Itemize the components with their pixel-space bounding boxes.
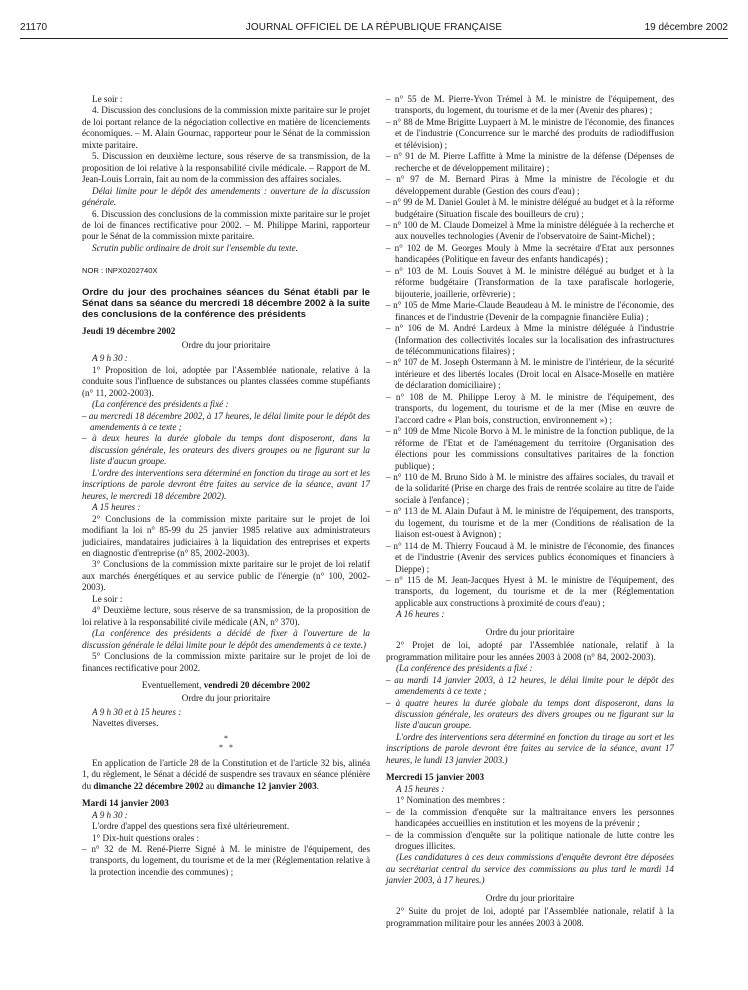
paragraph: (La conférence des présidents a fixé : xyxy=(92,399,229,410)
paragraph: – à quatre heures la durée globale du temps dont disposeront, dans la discussion générale, les orateurs des divers groupes ou ne figurant sur la liste d'aucun groupe. xyxy=(386,697,674,731)
paragraph: (La conférence des présidents a fixé : xyxy=(396,663,533,674)
vendredi-heading xyxy=(82,680,370,691)
paragraph: – au mardi 14 janvier 2003, à 12 heures, le délai limite pour le dépôt des amendements à ce texte ; xyxy=(386,674,674,697)
paragraph: – de la commission d'enquête sur la politique nationale de lutte contre les drogues illicites. xyxy=(386,829,674,851)
paragraph: A 15 heures : xyxy=(92,502,141,513)
paragraph: A 16 heures : xyxy=(396,609,445,620)
jeudi-heading: Jeudi 19 décembre 2002 xyxy=(82,326,176,337)
vendredi-subheading: Ordre du jour prioritaire xyxy=(181,693,271,704)
paragraph: L'ordre des interventions sera déterminé en fonction du tirage au sort et les inscriptions de parole devront être faites au service de la séance, avant 17 heures, le lundi 13 janvier 2003.) xyxy=(386,731,674,765)
paragraph: 2° Conclusions de la commission mixte paritaire sur le projet de loi modifiant la loi n° 85-99 du 25 janvier 1985 relative aux administrateurs judiciaires, mandataires judiciaires à la liquidation des entreprises et experts en diagnostic d'entreprise (n° 85, 2002-2003). xyxy=(82,513,370,559)
paragraph: L'ordre d'appel des questions sera fixé ultérieurement. xyxy=(92,821,290,832)
separator-stars xyxy=(82,734,370,752)
paragraph: A 15 heures : xyxy=(396,783,445,794)
vendredi-prefix: Eventuellement, xyxy=(141,680,204,690)
suspension-notice xyxy=(82,758,370,792)
agenda-title: Ordre du jour des prochaines séances du Sénat établi par le Sénat dans sa séance du mercredi 18 décembre 2002 à la suite des conclusions de la conférence des présidents xyxy=(82,286,370,321)
paragraph: – n° 32 de M. René-Pierre Signé à M. le ministre de l'équipement, des transports, du logement, du tourisme et de la mer (Réglementation relative à la protection incendie des communes) ; xyxy=(82,843,370,877)
vendredi-date: vendredi 20 décembre 2002 xyxy=(203,680,311,690)
paragraph: Le soir : xyxy=(92,593,123,604)
suspension-mid: au xyxy=(203,780,217,791)
paragraph: A 9 h 30 et à 15 heures : xyxy=(92,706,182,717)
mercredi-heading: Mercredi 15 janvier 2003 xyxy=(386,772,485,783)
suspension-from: dimanche 22 décembre 2002 xyxy=(93,780,204,791)
intro-section xyxy=(82,94,370,254)
paragraph: – n° 99 de M. Daniel Goulet à M. le ministre délégué au budget et à la réforme budgétaire (Situation fiscale des bouilleurs de cru) ; xyxy=(386,197,674,219)
paragraph: 1° Nomination des membres : xyxy=(396,795,506,806)
journal-title: JOURNAL OFFICIEL DE LA RÉPUBLIQUE FRANÇAISE xyxy=(245,22,503,33)
paragraph: 1° Dix-huit questions orales : xyxy=(92,832,200,843)
page-number: 21170 xyxy=(20,22,48,33)
issue-date: 19 décembre 2002 xyxy=(644,22,728,33)
paragraph: – n° 88 de Mme Brigitte Luypaert à M. le ministre de l'économie, des finances et de l'industrie (Concurrence sur le marché des produits de radiodiffusion et télévision) ; xyxy=(386,116,674,150)
paragraph: – n° 97 de M. Bernard Piras à Mme la ministre de l'écologie et du développement durable (Gestion des cours d'eau) ; xyxy=(386,174,674,196)
paragraph: – n° 102 de M. Georges Mouly à Mme la secrétaire d'Etat aux personnes handicapées (Politique en faveur des enfants handicapés) ; xyxy=(386,242,674,265)
paragraph: 3° Conclusions de la commission mixte paritaire sur le projet de loi relatif aux marchés énergétiques et au service public de l'énergie (n° 100, 2002-2003). xyxy=(82,559,370,593)
paragraph: – n° 110 de M. Bruno Sido à M. le ministre des affaires sociales, du travail et de la solidarité (Prise en charge des frais de rentrée scolaire au titre de l'aide sociale à l'enfance) ; xyxy=(386,471,674,505)
paragraph: A 9 h 30 : xyxy=(92,353,128,364)
paragraph: – n° 55 de M. Pierre-Yvon Trémel à M. le ministre de l'équipement, des transports, du logement, du tourisme et de la mer (Avenir des phares) ; xyxy=(386,94,674,116)
prioritaire-subheading-2: Ordre du jour prioritaire xyxy=(485,892,575,903)
suspension-to: dimanche 12 janvier 2003 xyxy=(216,780,317,791)
suspension-end: . xyxy=(316,780,319,791)
paragraph: A 9 h 30 : xyxy=(92,809,128,820)
paragraph: – n° 107 de M. Joseph Ostermann à M. le ministre de l'intérieur, de la sécurité intérieure et des libertés locales (Droit local en Alsace-Moselle en matière de déclaration domiciliaire) ; xyxy=(386,357,674,391)
paragraph: 4° Deuxième lecture, sous réserve de sa transmission, de la proposition de loi relative à la responsabilité civile médicale (AN, n° 370). xyxy=(82,605,370,627)
paragraph: – au mercredi 18 décembre 2002, à 17 heures, le délai limite pour le dépôt des amendements à ce texte ; xyxy=(82,410,370,433)
left-column xyxy=(82,94,370,878)
paragraph: – n° 109 de Mme Nicole Borvo à M. le ministre de la fonction publique, de la réforme de l'Etat et de l'aménagement du territoire (Organisation des élections pour les commissions consultatives paritaires de la fonction publique) ; xyxy=(386,426,674,471)
paragraph: 2° Suite du projet de loi, adopté par l'Assemblée nationale, relatif à la programmation militaire pour les années 2003 à 2008. xyxy=(386,906,674,928)
jeudi-section xyxy=(82,353,370,674)
paragraph: – n° 115 de M. Jean-Jacques Hyest à M. le ministre de l'équipement, des transports, du logement, du tourisme et de la mer (Réglementation applicable aux constructions à proximité de cours d'eau) ; xyxy=(386,575,674,608)
paragraph: – n° 113 de M. Alain Dufaut à M. le ministre de l'équipement, des transports, du logement, du tourisme et de la mer (Conditions de réalisation de la liaison est-ouest à Avignon) ; xyxy=(386,506,674,540)
prioritaire-subheading-1: Ordre du jour prioritaire xyxy=(485,626,575,637)
paragraph: – n° 108 de M. Philippe Leroy à M. le ministre de l'équipement, des transports, du logement, du tourisme et de la mer (Mise en œuvre de l'accord cadre « Plan bois, construction, environnement ») ; xyxy=(386,391,674,425)
paragraph: 2° Projet de loi, adopté par l'Assemblée nationale, relatif à la programmation militaire pour les années 2003 à 2008 (n° 84, 2002-2003). xyxy=(386,640,674,662)
jeudi-subheading: Ordre du jour prioritaire xyxy=(181,339,271,350)
mardi-section xyxy=(82,810,370,879)
questions-section xyxy=(386,94,674,621)
paragraph: 1° Proposition de loi, adoptée par l'Assemblée nationale, relative à la conduite sous l'influence de substances ou plantes classées comme stupéfiants (n° 11, 2002-2003). xyxy=(82,364,370,398)
mardi-heading: Mardi 14 janvier 2003 xyxy=(82,798,169,809)
paragraph: L'ordre des interventions sera déterminé en fonction du tirage au sort et les inscriptions de parole devront être faites au service de la séance, avant 17 heures, le mercredi 18 décembre 2002). xyxy=(82,467,370,501)
paragraph: – à deux heures la durée globale du temps dont disposeront, dans la discussion générale, les orateurs des divers groupes ou ne figurant sur la liste d'aucun groupe. xyxy=(82,433,370,467)
page-header xyxy=(20,22,728,36)
paragraph: (La conférence des présidents a décidé de fixer à l'ouverture de la discussion générale le délai limite pour le dépôt des amendements à ce texte.) xyxy=(82,628,370,650)
paragraph: Scrutin public ordinaire de droit sur l'ensemble du texte. xyxy=(92,242,298,253)
paragraph: 6. Discussion des conclusions de la commission mixte paritaire sur le projet de loi de finances rectificative pour 2002. – M. Philippe Marini, rapporteur pour le Sénat de la commission mixte paritaire. xyxy=(82,208,370,242)
paragraph: 5. Discussion en deuxième lecture, sous réserve de sa transmission, de la proposition de loi relative à la responsabilité civile médicale. – Rapport de M. Jean-Louis Lorrain, fait au nom de la commission des affaires sociales. xyxy=(82,151,370,185)
star-single: * xyxy=(224,733,228,743)
nor-reference: NOR : INPX0202740X xyxy=(82,266,158,276)
suspension-text: En application de l'article 28 de la Constitution et de l'article 32 bis, alinéa 1, du règlement, le Sénat a décidé de suspendre ses travaux en séance plénière du xyxy=(82,757,370,791)
paragraph: – n° 105 de Mme Marie-Claude Beaudeau à M. le ministre de l'économie, des finances et de l'industrie (Devenir de la compagnie financière Eulia) ; xyxy=(386,300,674,322)
mercredi-section xyxy=(386,784,674,887)
paragraph: – n° 106 de M. André Lardeux à Mme la ministre déléguée à l'industrie (Information des collectivités locales sur la localisation des infrastructures de télécommunications filaires) ; xyxy=(386,323,674,356)
paragraph: Délai limite pour le dépôt des amendements : ouverture de la discussion générale. xyxy=(82,185,370,208)
paragraph: (Les candidatures à ces deux commissions d'enquête devront être déposées au secrétariat central du service des commissions au plus tard le mardi 14 janvier 2003, à 17 heures.) xyxy=(386,852,674,886)
star-double: * * xyxy=(219,742,233,752)
paragraph: Le soir : xyxy=(92,94,123,104)
programmation-section xyxy=(386,640,674,766)
paragraph: 4. Discussion des conclusions de la commission mixte paritaire sur le projet de loi portant relance de la négociation collective en matière de licenciements économiques. – M. Alain Gournac, rapporteur pour le Sénat de la commission mixte paritaire. xyxy=(82,105,370,150)
paragraph: – de la commission d'enquête sur la maltraitance envers les personnes handicapées accueillies en institution et les moyens de la prévenir ; xyxy=(386,806,674,829)
paragraph: 5° Conclusions de la commission mixte paritaire sur le projet de loi de finances rectificative pour 2002. xyxy=(82,651,370,673)
right-column xyxy=(386,94,674,929)
paragraph: Navettes diverses. xyxy=(92,718,159,729)
header-rule xyxy=(20,38,728,39)
final-section xyxy=(386,906,674,929)
vendredi-section xyxy=(82,707,370,730)
paragraph: – n° 91 de M. Pierre Laffitte à Mme la ministre de la défense (Dépenses de recherche et de développement militaire) ; xyxy=(386,151,674,173)
paragraph: – n° 100 de M. Claude Domeizel à Mme la ministre déléguée à la recherche et aux nouvelles technologies (Avenir de l'observatoire de Saint-Michel) ; xyxy=(386,219,674,242)
paragraph: – n° 103 de M. Louis Souvet à M. le ministre délégué au budget et à la réforme budgétaire (Transformation de la taxe parafiscale horlogerie, bijouterie, joaillerie, orfèvrerie) ; xyxy=(386,265,674,299)
paragraph: – n° 114 de M. Thierry Foucaud à M. le ministre de l'économie, des finances et de l'industrie (Avenir des services publics économiques et financiers à Dieppe) ; xyxy=(386,540,674,574)
